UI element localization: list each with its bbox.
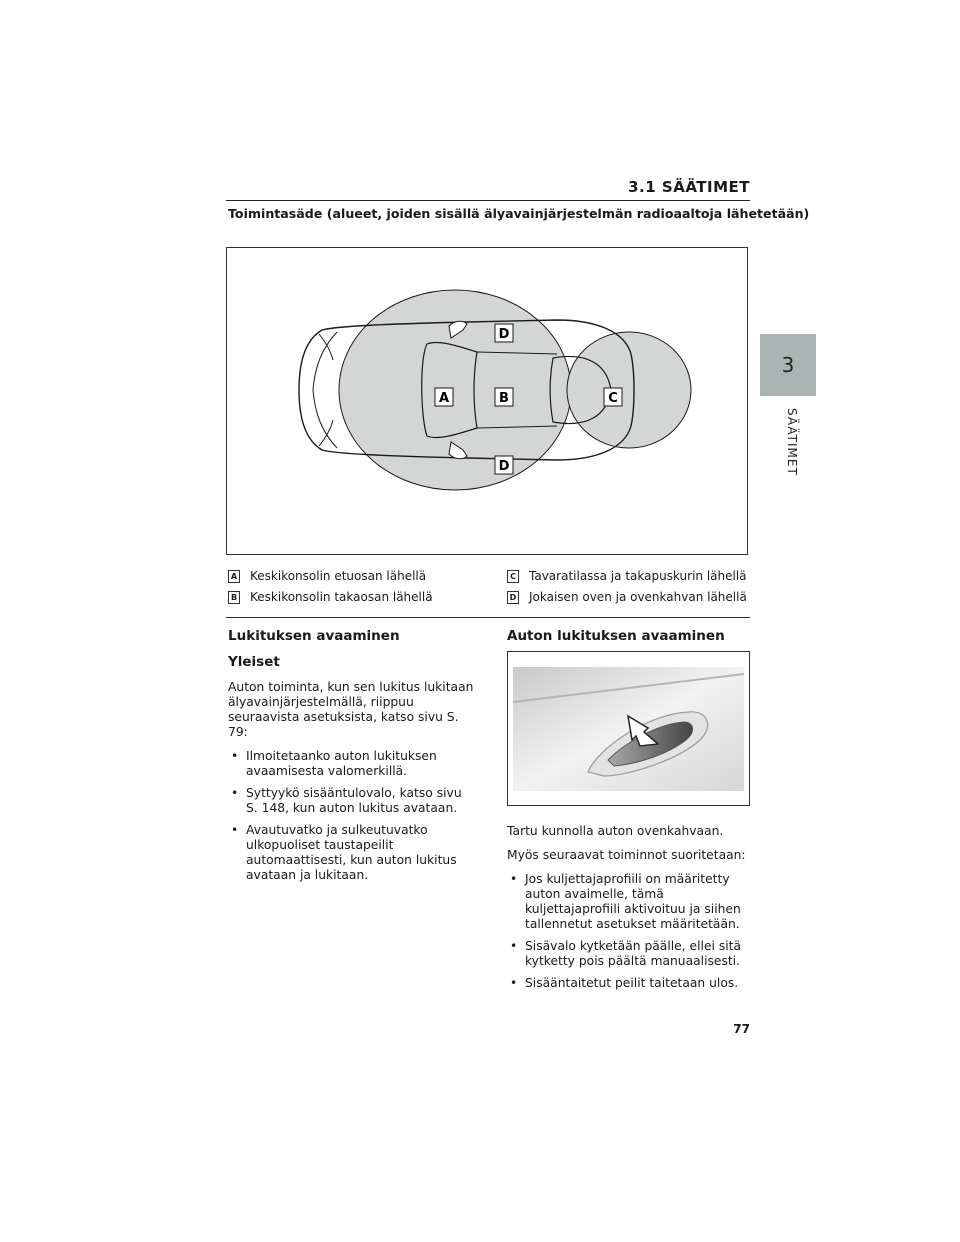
section-header [226, 178, 750, 201]
chapter-number: 3 [781, 353, 795, 377]
svg-text:D: D [498, 459, 510, 474]
page-number: 77 [733, 1022, 750, 1036]
zone-label-c [604, 388, 622, 406]
page-heading: Toimintasäde (alueet, joiden sisällä älyavainjärjestelmän radioaaltoja lähetetään) [228, 206, 810, 221]
legend-key: B [228, 591, 240, 604]
section-heading-unlocking: Lukituksen avaaminen [228, 628, 400, 644]
door-handle-illustration [508, 652, 749, 805]
zone-label-d-top [495, 324, 513, 342]
right-column [507, 628, 757, 644]
list-item: • Syttyykö sisääntulovalo, katso sivu S. 148, kun auton lukitus avataan. [228, 786, 476, 816]
hood-line [313, 332, 337, 448]
svg-text:A: A [438, 391, 450, 406]
legend-item-c [507, 569, 747, 583]
legend-item-d [507, 590, 747, 604]
functions-intro: Myös seuraavat toiminnot suoritetaan: [507, 848, 746, 862]
left-column [228, 628, 476, 890]
legend-text: Keskikonsolin takaosan lähellä [250, 590, 433, 604]
svg-text:D: D [498, 327, 510, 342]
list-item: • Jos kuljettajaprofiili on määritetty auton avaimelle, tämä kuljettajaprofiili aktivoituu ja siihen tallennetut asetukset määritetään. [507, 872, 757, 932]
legend-text: Tavaratilassa ja takapuskurin lähellä [529, 569, 747, 583]
svg-text:C: C [608, 391, 618, 406]
door-handle-figure [507, 651, 750, 806]
car-top-view-illustration [227, 248, 747, 554]
settings-list [228, 749, 476, 883]
legend-key: D [507, 591, 519, 604]
legend-text: Keskikonsolin etuosan lähellä [250, 569, 427, 583]
chapter-tab [760, 334, 816, 396]
legend-text: Jokaisen oven ja ovenkahvan lähellä [529, 590, 747, 604]
list-item: • Sisävalo kytketään päälle, ellei sitä kytketty pois päältä manuaalisesti. [507, 939, 757, 969]
zone-label-d-bottom [495, 456, 513, 474]
list-item: • Sisääntaitetut peilit taitetaan ulos. [507, 976, 757, 991]
legend-key: A [228, 570, 240, 583]
range-diagram [226, 247, 748, 555]
legend-item-b [228, 590, 433, 604]
legend-item-a [228, 569, 426, 583]
instruction-paragraph: Tartu kunnolla auton ovenkahvaan. [507, 824, 724, 838]
chapter-label: SÄÄTIMET [785, 408, 799, 476]
section-title: 3.1 SÄÄTIMET [628, 178, 750, 196]
intro-paragraph: Auton toiminta, kun sen lukitus lukitaan älyavainjärjestelmällä, riippuu seuraavista asetuksista, katso sivu S. 79: [228, 680, 474, 739]
section-heading-car-unlocking: Auton lukituksen avaaminen [507, 628, 725, 644]
section-divider [226, 617, 750, 618]
subheading-general: Yleiset [228, 654, 280, 670]
list-item: • Avautuvatko ja sulkeutuvatko ulkopuoliset taustapeilit automaattisesti, kun auton lukitus avataan ja lukitaan. [228, 823, 476, 883]
functions-list [507, 872, 757, 991]
list-item: • Ilmoitetaanko auton lukituksen avaamisesta valomerkillä. [228, 749, 476, 779]
zone-label-a [435, 388, 453, 406]
right-column-body [507, 824, 757, 998]
svg-text:B: B [499, 391, 509, 406]
zone-label-b [495, 388, 513, 406]
legend-key: C [507, 570, 519, 583]
